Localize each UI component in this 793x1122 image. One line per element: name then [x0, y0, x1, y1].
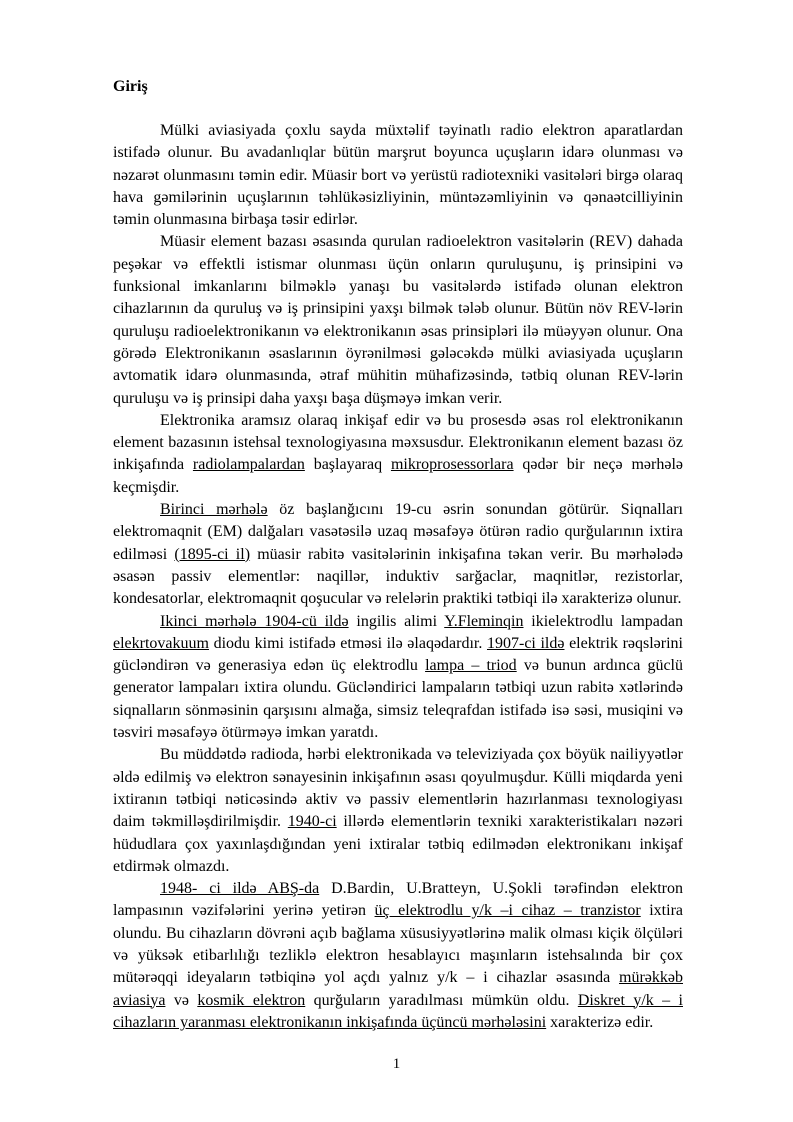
paragraph-3 [113, 410, 683, 499]
body-text [113, 120, 683, 1034]
text-run: D.Bardin, U.Bratteyn, U.Şokli tərəfindən elektron lampasının vəzifələrini yerinə yetirən [113, 880, 683, 920]
section-heading: Giriş [113, 78, 148, 95]
underlined-term: lampa – triod [425, 657, 517, 675]
text-run: ingilis alimi [348, 612, 445, 630]
underlined-term: (1895-ci il) [174, 545, 251, 563]
paragraph-1 [113, 120, 683, 231]
underlined-term: mürəkkəb aviasiya [113, 969, 683, 1009]
underlined-term: elekrtovakuum [113, 634, 209, 652]
text-run: qurğuların yaradılması mümkün oldu. [305, 991, 578, 1009]
text-run: ixtira olundu. Bu cihazların dövrəni açıb bağlama xüsusiyyətlərinə malik olması kiçik ölçüləri və yüksək etibarlılığı tezliklə elektron hesablayıcı maşınların istehsalında bir çox mütərəqqi ideyaların tətbiqinə yol açdı yalnız y/k – i cihazlar əsasında [113, 902, 684, 987]
text-run: qədər bir neçə mərhələ keçmişdir. [113, 456, 684, 496]
underlined-term: mikroprosessorlara [390, 456, 514, 474]
text-run: Mülki aviasiyada çoxlu sayda müxtəlif təyinatlı radio elektron aparatlardan istifadə olunur. Bu avadanlıqlar bütün marşrut boyunca uçuşların idarə olunması və nəzarət olunmasını təmin edir. Müasir bort və yerüstü radiotexniki vasitələri birgə olaraq hava gəmilərinin uçuşlarının təhlükəsizliyinin, müntəzəmliyinin və qənaətcilliyinin təmin olunmasına birbaşa təsir edirlər. [113, 122, 683, 229]
page-number: 1 [392, 1056, 401, 1072]
underlined-term: Birinci mərhələ [160, 501, 268, 519]
text-run: və [165, 991, 198, 1009]
underlined-term: 1948- ci ildə ABŞ-da [160, 880, 320, 898]
paragraph-6 [113, 744, 683, 878]
text-run: və bunun ardınca güclü generator lampaları ixtira olundu. Gücləndirici lampaların tətbiqi uzun rabitə xətlərində siqnalların sönməsinin qarşısını almağa, simsiz teleqrafdan istifadə isə səsi, musiqini və təsviri məsafəyə ötürməyə imkan yaratdı. [113, 657, 683, 742]
underlined-term: 1907-ci ildə [486, 634, 565, 652]
underlined-term: Ikinci mərhələ 1904-cü ildə [160, 612, 349, 630]
paragraph-5 [113, 611, 683, 745]
underlined-term: üç elektrodlu y/k –i cihaz – tranzistor [374, 902, 641, 920]
underlined-term: Y.Fleminqin [444, 612, 524, 630]
underlined-term: 1940-ci [287, 813, 337, 831]
underlined-term: Diskret y/k – i cihazların yaranması elektronikanın inkişafında üçüncü mərhələsini [113, 991, 683, 1031]
text-run: Bu müddətdə radioda, hərbi elektronikada və televiziyada çox böyük nailiyyətlər əldə edilmiş və elektron sənayesinin inkişafının əsası qoyulmuşdur. Külli miqdarda yeni ixtiranın tətbiqi nəticəsində aktiv və passiv elementlərin hazırlanması texnologiyası daim təkmilləşdirilmişdir. [113, 746, 683, 831]
text-run: elektrik rəqslərini gücləndirən və generasiya edən üç elektrodlu [113, 634, 683, 675]
text-run: başlayaraq [304, 456, 391, 474]
text-run: illərdə elementlərin texniki xarakteristikaları nəzəri hüdudlara çox yaxınlaşdığından yeni ixtiralar tətbiq edilmədən elektronikanı inkişaf etdirmək olmazdı. [113, 813, 684, 875]
paragraph-7 [113, 878, 683, 1034]
text-run: müasir rabitə vasitələrinin inkişafına təkan verir. Bu mərhələdə əsasən passiv elementlər: naqillər, induktiv sarğaclar, maqnitlər, rezistorlar, kondesatorlar, elektromaqnit qoşucular və relelərin praktiki tətbiqi ilə xarakterizə olunur. [113, 545, 683, 608]
text-run: Elektronika aramsız olaraq inkişaf edir və bu prosesdə əsas rol elektronikanın element bazasının istehsal texnologiyasına məxsusdur. Elektronikanın element bazası öz inkişafında [113, 411, 683, 474]
text-run: ikielektrodlu lampadan [523, 612, 684, 630]
text-run: öz başlanğıcını 19-cu əsrin sonundan götürür. Siqnalları elektromaqnit (EM) dalğaları vasətəsilə uzaq məsafəyə ötürən radio qurğularının ixtira edilməsi [113, 501, 684, 563]
underlined-term: kosmik elektron [197, 991, 306, 1009]
underlined-term: radiolampalardan [192, 456, 305, 474]
text-run: Müasir element bazası əsasında qurulan radioelektron vasitələrin (REV) dahada peşəkar və effektli istismar olunması üçün onların quruluşunu, iş prinsipini və funksional imkanlarını bilməklə yanaşı bu vasitələrdə istifadə olunan elektron cihazlarının da quruluş və iş prinsipini yaxşı bilmək tələb olunur. Bütün növ REV-lərin quruluşu radioelektronikanın və elektronikanın əsas prinsipləri ilə müəyyən olunur. Ona görədə Elektronikanın əsaslarının öyrənilməsi gələcəkdə mülki aviasiyada uçuşların avtomatik idarə olunmasında, ətraf mühitin mühafizəsində, tətbiq olunan REV-lərin quruluşu və iş prinsipi daha yaxşı başa düşməyə imkan verir. [113, 233, 683, 407]
paragraph-4 [113, 499, 683, 610]
text-run: xarakterizə edir. [546, 1013, 654, 1031]
paragraph-2 [113, 231, 683, 409]
text-run: diodu kimi istifadə etməsi ilə əlaqədardır. [208, 634, 487, 652]
